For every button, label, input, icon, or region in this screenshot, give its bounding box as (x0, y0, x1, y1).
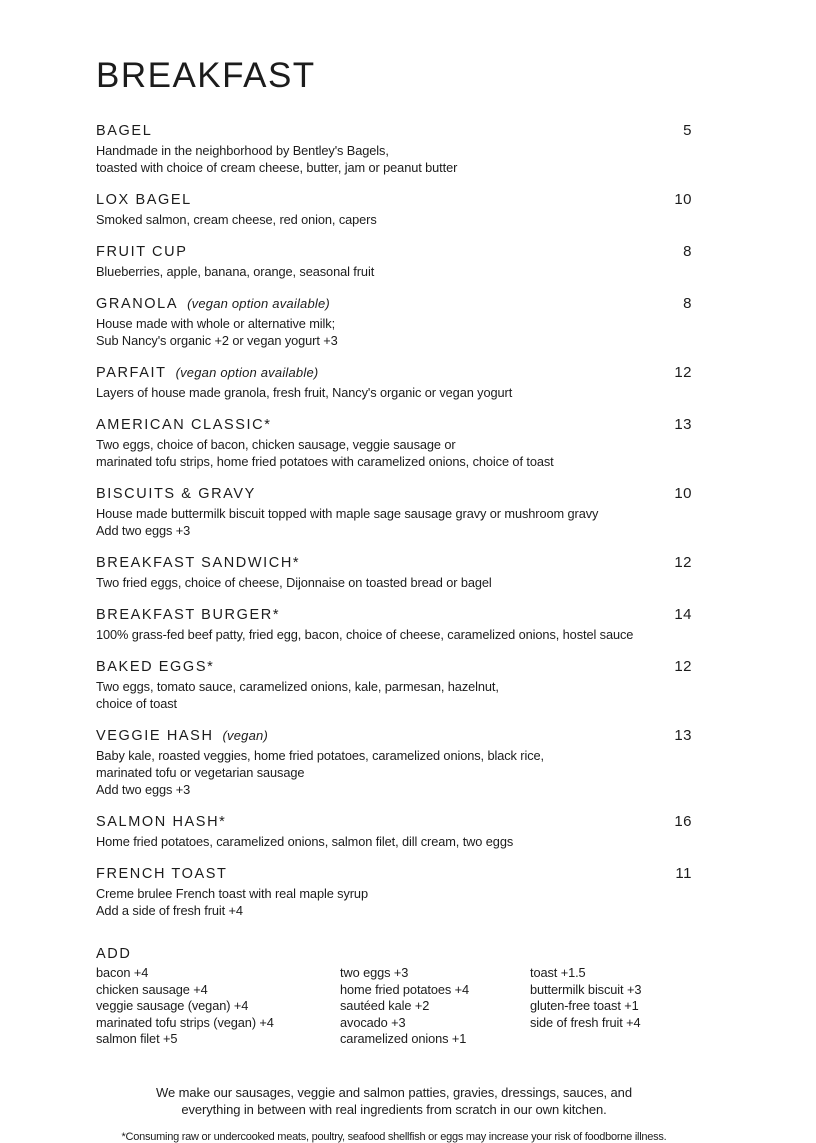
menu-item-price: 8 (683, 243, 692, 260)
menu-item-description-line: 100% grass-fed beef patty, fried egg, bacon, choice of cheese, caramelized onions, hostel sauce (96, 627, 634, 642)
menu-item-head (96, 295, 692, 312)
add-item: avocado +3 (340, 1014, 406, 1030)
menu-item-description-line: toasted with choice of cream cheese, butter, jam or peanut butter (96, 160, 458, 175)
menu-item-head (96, 727, 692, 744)
menu-item-description-line: Add two eggs +3 (96, 782, 191, 797)
menu-item-description-line: Two eggs, choice of bacon, chicken sausage, veggie sausage or (96, 437, 456, 452)
add-item: marinated tofu strips (vegan) +4 (96, 1014, 274, 1030)
menu-item-price: 11 (675, 865, 692, 882)
menu-item-description-line: Home fried potatoes, caramelized onions, salmon filet, dill cream, two eggs (96, 834, 514, 849)
menu-item-name: SALMON HASH* (96, 814, 227, 830)
menu-item-description-line: Two fried eggs, choice of cheese, Dijonnaise on toasted bread or bagel (96, 575, 492, 590)
menu-item-name: BISCUITS & GRAVY (96, 486, 256, 502)
menu-item-price: 13 (674, 416, 692, 433)
menu-item-description-line: Smoked salmon, cream cheese, red onion, capers (96, 212, 377, 227)
menu-item (96, 813, 692, 850)
menu-item (96, 554, 692, 591)
menu-item-description-line: House made with whole or alternative milk; (96, 316, 336, 331)
add-item: side of fresh fruit +4 (530, 1014, 641, 1030)
add-item: salmon filet +5 (96, 1031, 178, 1046)
menu-item-note: (vegan) (222, 728, 268, 743)
menu-item-head (96, 554, 692, 571)
menu-items (96, 122, 692, 919)
menu-item (96, 295, 692, 349)
menu-item-description-line: Blueberries, apple, banana, orange, seasonal fruit (96, 264, 375, 279)
add-column (530, 965, 692, 1048)
menu-item-name: GRANOLA (96, 296, 179, 312)
menu-item-price: 10 (674, 485, 692, 502)
menu-item-head (96, 191, 692, 208)
page-title: BREAKFAST (96, 56, 316, 95)
menu-item-name: VEGGIE HASH (96, 728, 214, 744)
menu-item-description-line: marinated tofu or vegetarian sausage (96, 765, 305, 780)
menu-item-head (96, 485, 692, 502)
add-item: sautéed kale +2 (340, 998, 430, 1013)
menu-item-price: 16 (674, 813, 692, 830)
menu-item (96, 658, 692, 712)
menu-item (96, 364, 692, 401)
menu-item-name: BREAKFAST SANDWICH* (96, 555, 301, 571)
menu-item (96, 606, 692, 643)
menu-item-name: FRENCH TOAST (96, 866, 228, 882)
add-section-title: ADD (96, 946, 132, 962)
menu-item (96, 727, 692, 798)
menu-item-price: 5 (683, 122, 692, 139)
health-disclaimer: *Consuming raw or undercooked meats, poultry, seafood shellfish or eggs may increase your risk of foodborne illness. (121, 1130, 667, 1143)
menu-item-description-line: Handmade in the neighborhood by Bentley's Bagels, (96, 143, 389, 158)
add-item: two eggs +3 (340, 965, 409, 980)
menu-item-name: BAKED EGGS* (96, 659, 215, 675)
menu-item-head (96, 364, 692, 381)
menu-item (96, 416, 692, 470)
menu-item-name: BREAKFAST BURGER* (96, 607, 281, 623)
menu-item (96, 865, 692, 919)
menu-item-price: 10 (674, 191, 692, 208)
menu-item-name: PARFAIT (96, 365, 167, 381)
add-column (340, 965, 530, 1048)
add-section (96, 946, 692, 1048)
menu-item-name: FRUIT CUP (96, 244, 188, 260)
menu-item-price: 12 (674, 364, 692, 381)
add-column (96, 965, 340, 1048)
menu-item-head (96, 813, 692, 830)
menu-item-price: 8 (683, 295, 692, 312)
menu-item-description-line: Baby kale, roasted veggies, home fried potatoes, caramelized onions, black rice, (96, 748, 544, 763)
add-item: veggie sausage (vegan) +4 (96, 998, 249, 1013)
add-columns (96, 965, 692, 1048)
menu-item-head (96, 865, 692, 882)
menu-item-head (96, 122, 692, 139)
menu-item-description-line: Add a side of fresh fruit +4 (96, 903, 243, 918)
menu-item-note: (vegan option available) (187, 296, 330, 311)
menu-item-head (96, 606, 692, 623)
kitchen-note: We make our sausages, veggie and salmon patties, gravies, dressings, sauces, and everything in between with real ingredients from scratch in our own kitchen. (156, 1084, 632, 1117)
menu-item-price: 12 (674, 554, 692, 571)
menu-item (96, 191, 692, 228)
add-item: buttermilk biscuit +3 (530, 981, 642, 997)
menu-item-description-line: Two eggs, tomato sauce, caramelized onions, kale, parmesan, hazelnut, (96, 679, 499, 694)
add-item: bacon +4 (96, 965, 149, 980)
menu-item-name: LOX BAGEL (96, 192, 192, 208)
add-item: caramelized onions +1 (340, 1031, 467, 1046)
add-item: home fried potatoes +4 (340, 981, 470, 997)
menu-item-name: BAGEL (96, 123, 153, 139)
menu-item-description-line: House made buttermilk biscuit topped with maple sage sausage gravy or mushroom gravy (96, 506, 599, 521)
menu-item-description-line: Creme brulee French toast with real maple syrup (96, 886, 368, 901)
menu-item-head (96, 416, 692, 433)
menu-item-price: 14 (674, 606, 692, 623)
add-item: gluten-free toast +1 (530, 998, 639, 1013)
menu-item-head (96, 243, 692, 260)
menu-item (96, 485, 692, 539)
menu-item-description-line: Add two eggs +3 (96, 523, 191, 538)
menu-item-description-line: Sub Nancy's organic +2 or vegan yogurt +3 (96, 333, 338, 348)
menu-item (96, 243, 692, 280)
menu-item-note: (vegan option available) (175, 365, 319, 380)
menu-item-description-line: choice of toast (96, 696, 178, 711)
menu-item-name: AMERICAN CLASSIC* (96, 417, 272, 433)
add-item: toast +1.5 (530, 965, 586, 980)
menu-item (96, 122, 692, 176)
add-item: chicken sausage +4 (96, 981, 208, 997)
menu-item-description-line: marinated tofu strips, home fried potatoes with caramelized onions, choice of toast (96, 454, 554, 469)
menu-item-price: 12 (674, 658, 692, 675)
menu-item-description-line: Layers of house made granola, fresh fruit, Nancy's organic or vegan yogurt (96, 385, 513, 400)
menu-item-head (96, 658, 692, 675)
menu-item-price: 13 (674, 727, 692, 744)
